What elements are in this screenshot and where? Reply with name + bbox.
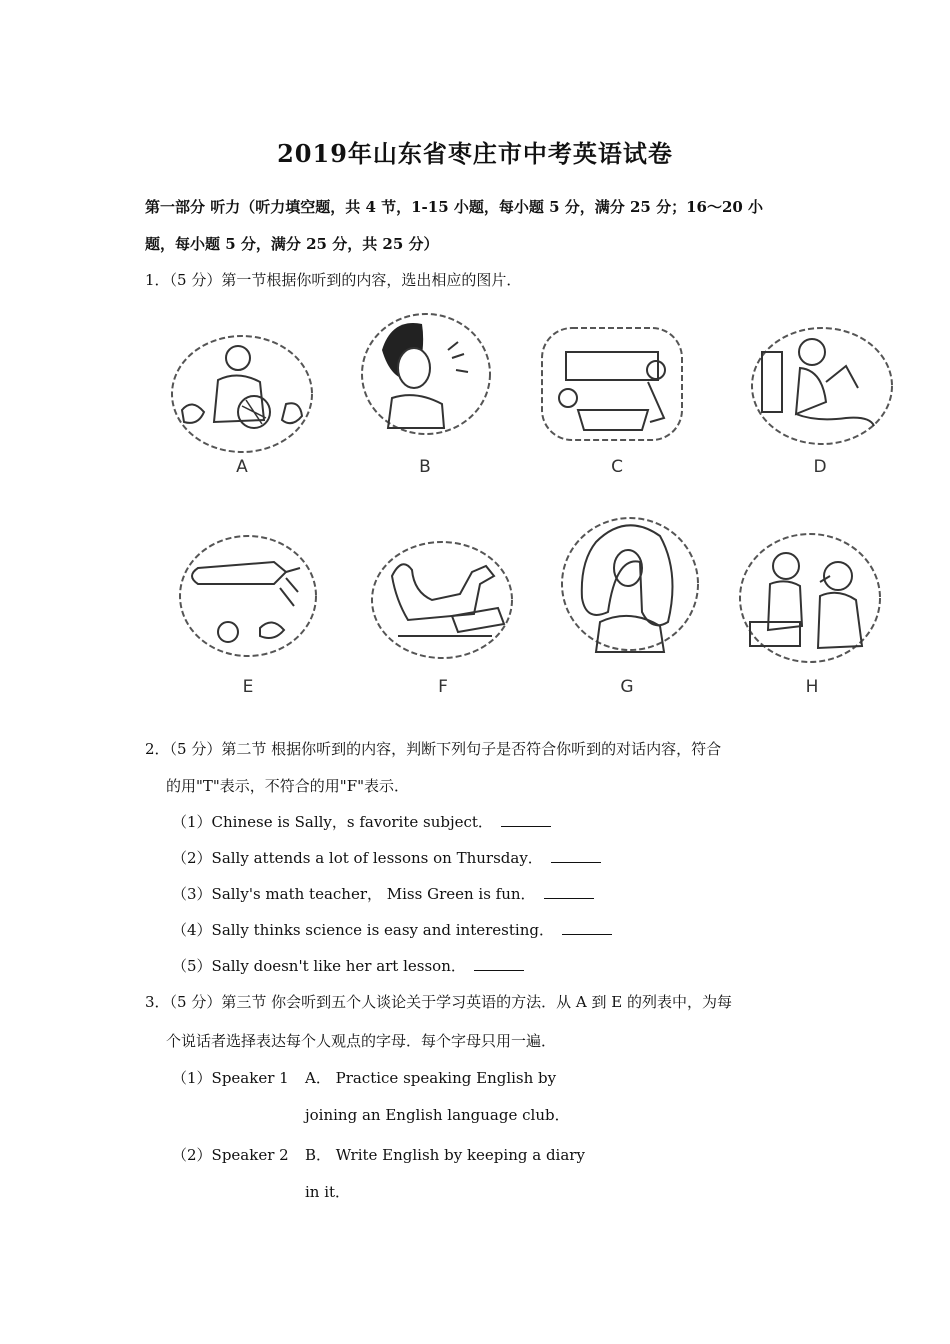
q2-item: （5）Sally doesn't like her art lesson．	[172, 955, 524, 976]
dinosaurs-icon	[368, 536, 516, 664]
answer-blank[interactable]	[501, 812, 551, 827]
q2-item: （2）Sally attends a lot of lessons on Thursday．	[172, 847, 601, 868]
answer-blank[interactable]	[562, 920, 612, 935]
long-haired-girl-icon	[556, 512, 704, 640]
q3-option-b-line1: B． Write English by keeping a diary	[305, 1146, 585, 1164]
q3-option-a-line1: A． Practice speaking English by	[305, 1069, 557, 1087]
q2-item: （1）Chinese is Sally，s favorite subject．	[172, 811, 551, 832]
page-title: 2019年山东省枣庄市中考英语试卷	[277, 139, 673, 168]
q3-speaker-2: （2）Speaker 2	[172, 1146, 289, 1164]
q1-prompt: 1．（5 分）第一节根据你听到的内容，选出相应的图片．	[145, 271, 522, 289]
q3-option-a-line2: joining an English language club．	[305, 1106, 570, 1124]
teacher-and-student-icon	[734, 526, 882, 654]
classroom-scene-icon	[538, 318, 686, 446]
q2-item: （3）Sally's math teacher， Miss Green is fun．	[172, 883, 594, 904]
girl-with-headphones-icon	[352, 310, 500, 438]
rocket-and-animals-icon	[174, 532, 322, 660]
q3-prompt-line1: 3．（5 分）第三节 你会听到五个人谈论关于学习英语的方法．从 A 到 E 的列表中，为每	[145, 993, 732, 1011]
q2-item: （4）Sally thinks science is easy and interesting．	[172, 919, 612, 940]
answer-blank[interactable]	[551, 848, 601, 863]
person-sitting-icon	[746, 322, 894, 450]
section-header-line1: 第一部分 听力（听力填空题，共 4 节，1-15 小题，每小题 5 分，满分 25 分；16～20 小	[145, 198, 764, 216]
picture-label-c: C	[611, 457, 623, 477]
q3-prompt-line2: 个说话者选择表达每个人观点的字母．每个字母只用一遍．	[166, 1032, 557, 1050]
boy-with-ball-icon	[168, 330, 316, 458]
answer-blank[interactable]	[544, 884, 594, 899]
picture-label-b: B	[419, 457, 431, 477]
picture-label-e: E	[242, 677, 254, 697]
q3-option-b-line2: in it．	[305, 1183, 351, 1201]
answer-blank[interactable]	[474, 956, 524, 971]
section-header-line2: 题，每小题 5 分，满分 25 分，共 25 分）	[145, 235, 439, 253]
picture-label-d: D	[813, 457, 827, 477]
picture-label-f: F	[438, 677, 448, 697]
picture-label-a: A	[236, 457, 248, 477]
q3-speaker-1: （1）Speaker 1	[172, 1069, 289, 1087]
q2-prompt-line2: 的用"T"表示，不符合的用"F"表示．	[166, 777, 410, 795]
q2-prompt-line1: 2．（5 分）第二节 根据你听到的内容，判断下列句子是否符合你听到的对话内容，符合	[145, 740, 722, 758]
picture-label-g: G	[620, 677, 634, 697]
picture-label-h: H	[805, 677, 819, 697]
